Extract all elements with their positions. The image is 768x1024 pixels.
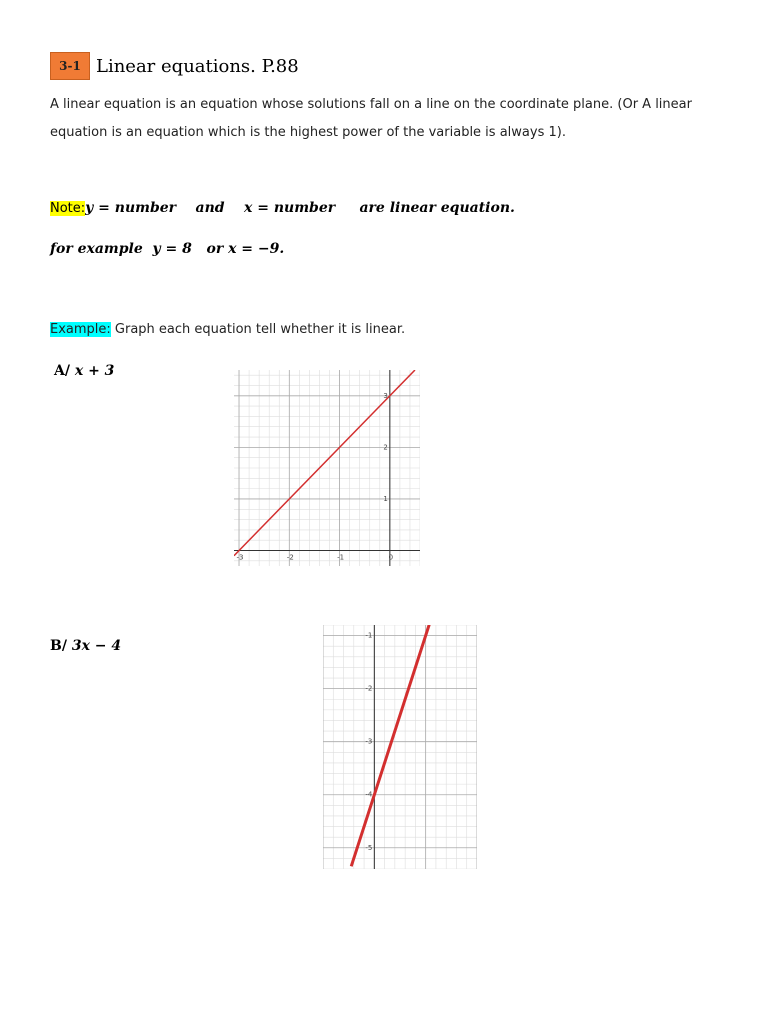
note-line [50,200,515,216]
problem-a-expression: x + 3 [74,363,115,379]
note-text: y = number and x = number are linear equation. [85,200,515,216]
note-label: Note: [50,201,86,216]
y-tick-label: -5 [365,843,373,852]
y-tick-label: 2 [383,443,388,452]
x-tick-label: -1 [337,553,345,562]
section-number-badge: 3-1 [50,52,90,80]
intro-paragraph: A linear equation is an equation whose solutions fall on a line on the coordinate plane. (Or A linear equation is an equation which is the highest power of the variable is always 1). [50,97,692,140]
graph-b [323,625,477,869]
y-tick-label: 3 [383,391,388,400]
example-label: Example: [50,322,111,337]
x-tick-label: 0 [388,553,394,562]
series-line [351,625,431,866]
graph-b-svg [323,625,477,869]
graph-a [234,370,420,566]
problem-b-expression: 3x − 4 [71,638,122,654]
example-text: Graph each equation tell whether it is linear. [110,322,406,337]
y-tick-label: 1 [383,494,388,503]
y-tick-label: -4 [365,790,373,799]
example-heading [50,322,405,337]
for-example-line: for example y = 8 or x = −9. [50,241,285,257]
series-line [234,370,415,556]
problem-b-label [50,638,121,654]
y-tick-label: -2 [365,684,373,693]
section-heading [50,52,299,80]
problem-b-prefix: B/ [50,638,72,654]
problem-a-label [54,363,114,379]
x-tick-label: -3 [236,553,244,562]
graph-a-svg [234,370,420,566]
problem-a-prefix: A/ [54,363,75,379]
x-tick-label: -2 [286,553,294,562]
y-tick-label: -1 [365,631,373,640]
section-title: Linear equations. P.88 [96,55,299,77]
y-tick-label: -3 [365,737,373,746]
